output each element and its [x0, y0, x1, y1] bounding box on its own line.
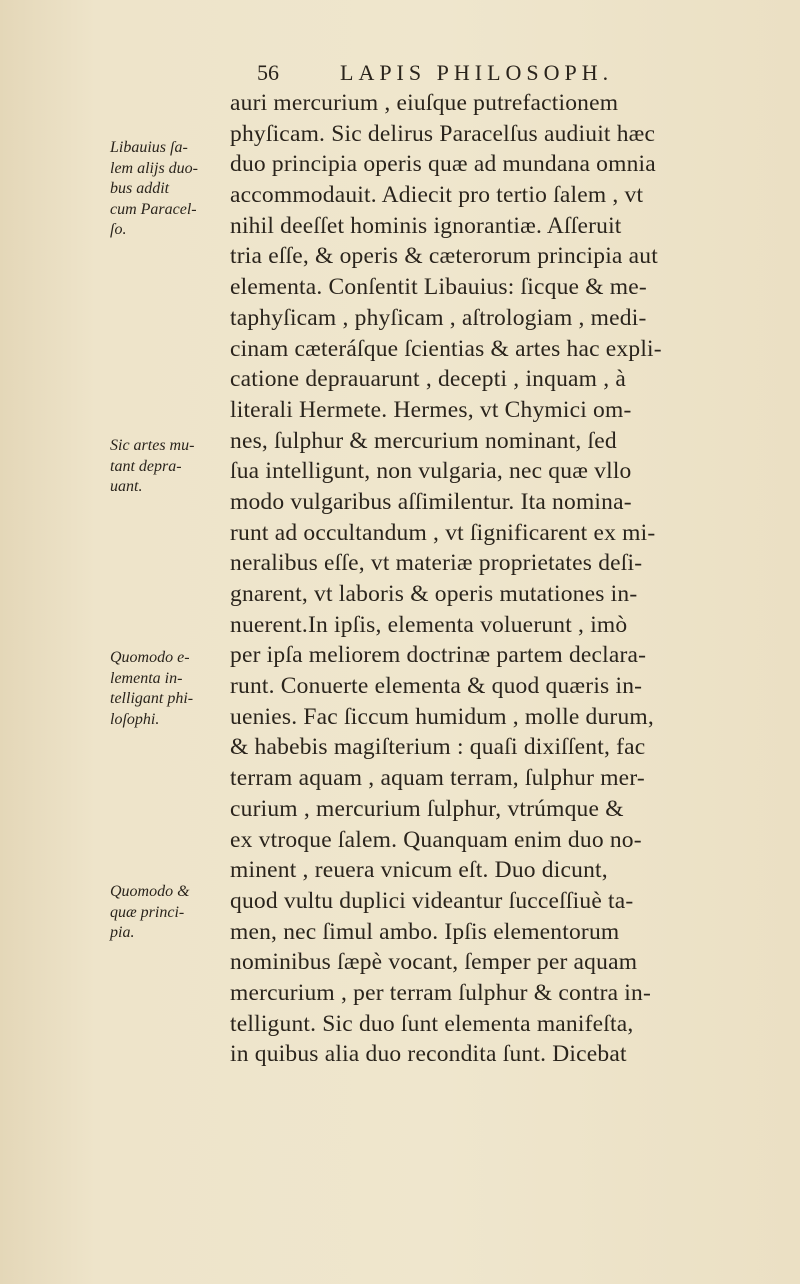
text-line: uenies. Fac ſiccum humidum , molle durum,	[230, 703, 654, 730]
marginal-note-line: lem alijs duo-	[110, 159, 198, 177]
text-line: neralibus eſſe, vt materiæ proprietates deſi-	[230, 550, 643, 577]
margin-notes	[0, 0, 225, 1284]
text-line: duo principia operis quæ ad mundana omnia	[230, 151, 656, 178]
text-line: nuerent.In ipſis, elementa voluerunt , imò	[230, 611, 628, 638]
text-line: gnarent, vt laboris & operis mutationes in-	[230, 581, 638, 607]
marginal-note	[110, 138, 198, 241]
marginal-note-line: Sic artes mu-	[110, 437, 195, 454]
text-line: accommodauit. Adiecit pro tertio ſalem , vt	[230, 182, 644, 209]
text-line: modo vulgaribus aſſimilentur. Ita nomina-	[230, 488, 632, 515]
text-line: taphyſicam , phyſicam , aſtrologiam , medi-	[230, 304, 647, 331]
marginal-note-line: tant depra-	[110, 457, 182, 475]
marginal-note-line: lementa in-	[110, 669, 183, 687]
text-line: curium , mercurium ſulphur, vtrúmque &	[230, 795, 624, 822]
text-line: cinam cæteráſque ſcientias & artes hac expli-	[230, 335, 662, 362]
text-line: runt. Conuerte elementa & quod quæris in-	[230, 673, 643, 700]
marginal-note-line: ſo.	[110, 221, 127, 238]
text-line: & habebis magiſterium : quaſi dixiſſent, fac	[230, 734, 646, 761]
marginal-note-line: Libauius ſa-	[110, 139, 188, 156]
text-line: nominibus ſæpè vocant, ſemper per aquam	[230, 949, 638, 976]
text-line: per ipſa meliorem doctrinæ partem declara-	[230, 642, 647, 669]
text-line: telligunt. Sic duo ſunt elementa manifeſta,	[230, 1010, 634, 1037]
marginal-note-line: loſophi.	[110, 710, 160, 728]
marginal-note-line: bus addit	[110, 180, 170, 197]
marginal-note-line: Quomodo e-	[110, 649, 190, 666]
marginal-note-line: cum Paracel-	[110, 200, 197, 218]
marginal-note-line: quæ princi-	[110, 903, 185, 921]
text-line: minent , reuera vnicum eſt. Duo dicunt,	[230, 857, 608, 884]
page-number: 56	[257, 60, 279, 85]
text-line: elementa. Conſentit Libauius: ſicque & me-	[230, 274, 647, 301]
text-line: men, nec ſimul ambo. Ipſis elementorum	[230, 918, 620, 945]
text-line: in quibus alia duo recondita ſunt. Dicebat	[230, 1041, 627, 1068]
text-line: runt ad occultandum , vt ſignificarent ex mi-	[230, 519, 656, 546]
text-line: literali Hermete. Hermes, vt Chymici om-	[230, 396, 632, 423]
marginal-note	[110, 648, 193, 730]
text-line: ex vtroque ſalem. Quanquam enim duo no-	[230, 826, 642, 853]
text-line: nes, ſulphur & mercurium nominant, ſed	[230, 427, 617, 454]
text-line: catione deprauarunt , decepti , inquam , à	[230, 366, 626, 393]
text-line: tria eſſe, & operis & cæterorum principia aut	[230, 243, 658, 270]
text-line: phyſicam. Sic delirus Paracelſus audiuit hæc	[230, 120, 656, 147]
body-text	[230, 88, 790, 1070]
marginal-note	[110, 436, 194, 498]
text-line: auri mercurium , eiuſque putrefactionem	[230, 90, 619, 116]
text-line: mercurium , per terram ſulphur & contra in-	[230, 979, 652, 1006]
marginal-note-line: uant.	[110, 478, 143, 495]
marginal-note-line: telligant phi-	[110, 690, 194, 707]
marginal-note-line: pia.	[110, 924, 135, 941]
text-line: nihil deeſſet hominis ignorantiæ. Aſſeruit	[230, 212, 622, 239]
marginal-note	[110, 882, 190, 944]
text-line: quod vultu duplici videantur ſucceſſiuè ta-	[230, 887, 634, 914]
text-line: ſua intelligunt, non vulgaria, nec quæ vllo	[230, 458, 632, 485]
text-line: terram aquam , aquam terram, ſulphur mer-	[230, 765, 645, 792]
marginal-note-line: Quomodo &	[110, 883, 190, 900]
running-head: LAPIS PHILOSOPH.	[340, 60, 614, 85]
